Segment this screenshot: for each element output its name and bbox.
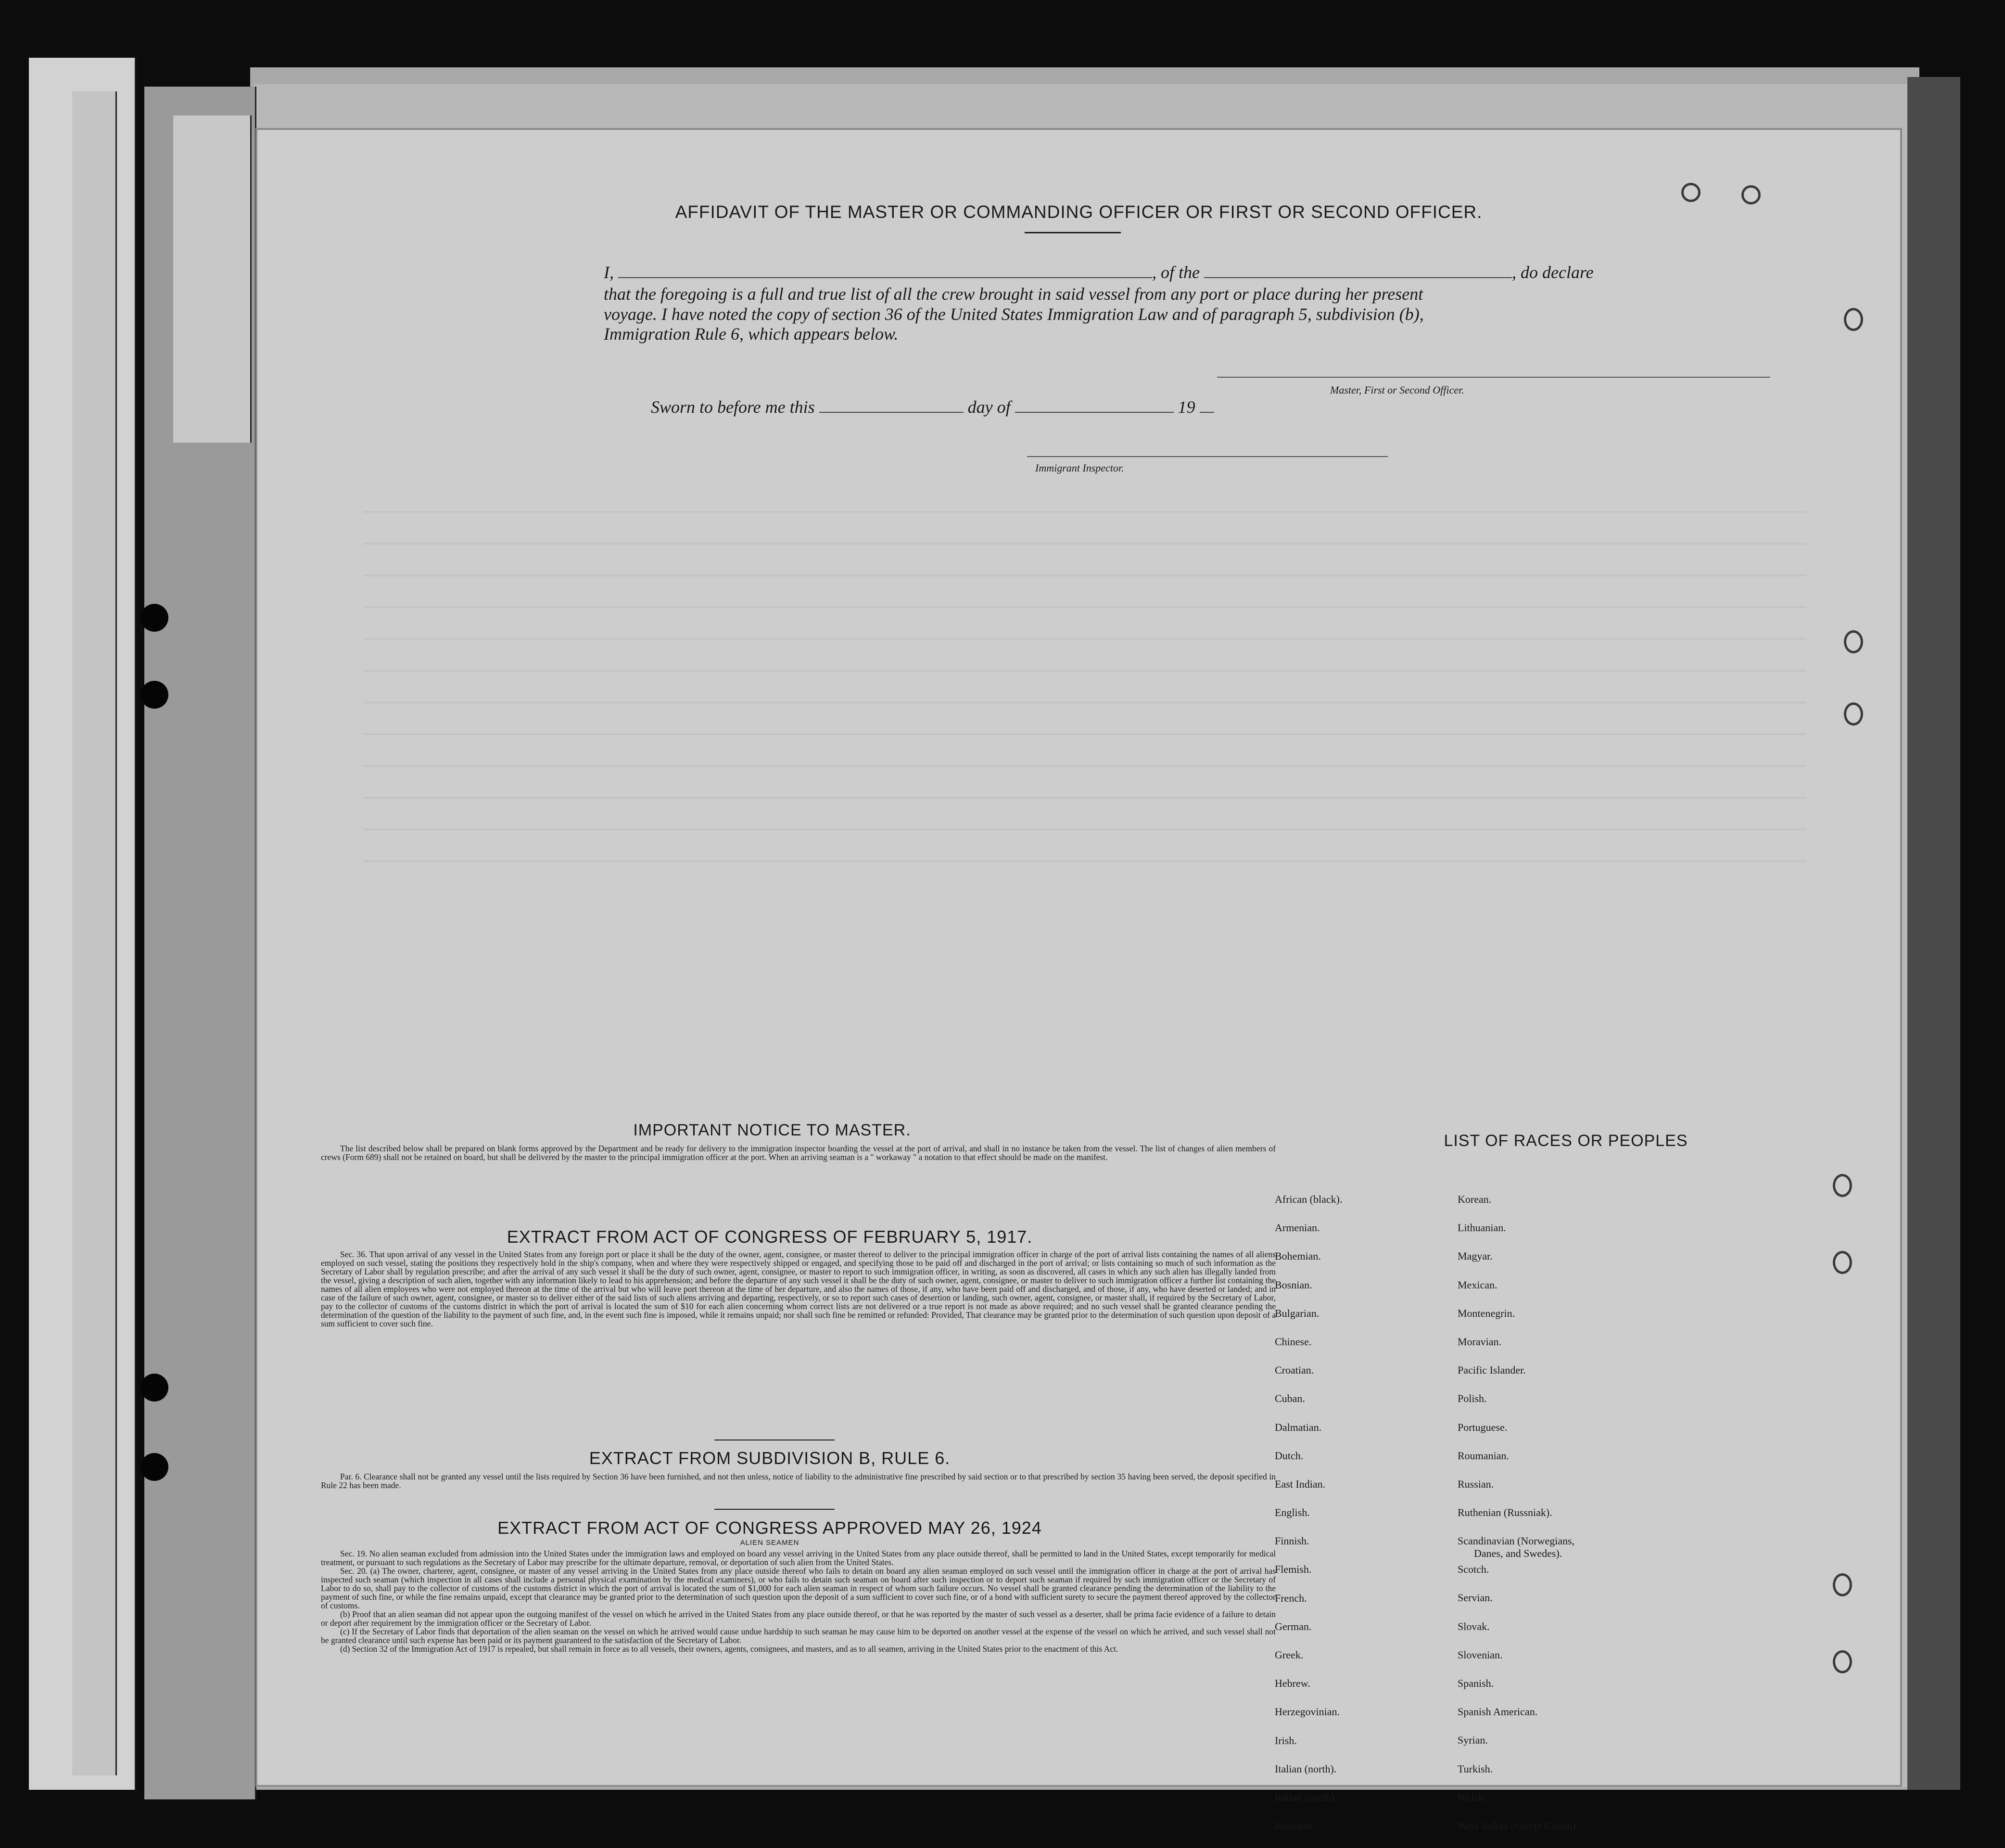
race-item: Croatian.	[1275, 1364, 1314, 1376]
rule-6-text	[321, 1472, 1276, 1490]
sworn-year-label: 19	[1178, 397, 1195, 417]
act-1917-text	[321, 1250, 1276, 1328]
ring-hole	[1741, 185, 1761, 204]
sworn-day-of-label: day of	[967, 397, 1011, 417]
race-item: Korean.	[1458, 1193, 1492, 1205]
race-item: Scotch.	[1458, 1563, 1489, 1576]
race-item: Roumanian.	[1458, 1449, 1509, 1462]
ring-hole	[1844, 308, 1863, 331]
race-item: Finnish.	[1275, 1535, 1309, 1547]
punch-hole	[140, 1453, 168, 1481]
ring-hole	[1833, 1251, 1852, 1274]
race-item: French.	[1275, 1592, 1307, 1604]
race-item: Bohemian.	[1275, 1250, 1321, 1262]
inspector-signature-line[interactable]	[1027, 456, 1388, 457]
sworn-day-blank[interactable]	[819, 412, 964, 413]
punch-hole	[140, 681, 168, 709]
race-item: Syrian.	[1458, 1734, 1488, 1746]
affidavit-title: AFFIDAVIT OF THE MASTER OR COMMANDING OFFICER OR FIRST OR SECOND OFFICER.	[675, 202, 1483, 222]
race-item: Italian (north).	[1275, 1762, 1337, 1775]
act-1924-paragraph: Sec. 19. No alien seaman excluded from admission into the United States under the immigration laws and employed on board any vessel arriving in the United States from any place outside thereof, shall be permitted to land in the United States, except temporarily for medical treatment, or pursuant to such regulations as the Secretary of Labor may prescribe for the ultimate departure, removal, or deportation of such alien from the United States.	[321, 1549, 1276, 1567]
race-item: Hebrew.	[1275, 1677, 1310, 1690]
race-item: Polish.	[1458, 1392, 1487, 1405]
inspector-caption: Immigrant Inspector.	[1035, 462, 1124, 474]
race-item: Chinese.	[1275, 1335, 1312, 1348]
notice-paragraph: The list described below shall be prepared on blank forms approved by the Department and be ready for delivery to the immigration inspector boarding the vessel at the port of arrival, and shall in no instance be taken from the vessel. The list of changes of alien members of crews (Form 689) shall not be retained on board, but shall be delivered by the master to the principal immigration officer at the port. When an arriving seaman is a " workaway " a notation to that effect should be made on the manifest.	[321, 1144, 1276, 1162]
title-rule	[1025, 232, 1121, 233]
manifest-sheet	[257, 130, 1900, 1832]
race-item: Russian.	[1458, 1478, 1494, 1490]
act-1924-subtitle: ALIEN SEAMEN	[740, 1539, 799, 1547]
sworn-before-label: Sworn to before me this	[651, 397, 815, 417]
sworn-year-blank[interactable]	[1200, 412, 1214, 413]
sworn-month-blank[interactable]	[1015, 412, 1174, 413]
statement-line-2: voyage. I have noted the copy of section 36 of the United States Immigration Law and of paragraph 5, subdivision (b),	[604, 305, 1424, 324]
race-item: English.	[1275, 1506, 1310, 1519]
race-item: Mexican.	[1458, 1278, 1497, 1291]
race-item: Spanish American.	[1458, 1706, 1538, 1718]
race-item: East Indian.	[1275, 1478, 1326, 1490]
race-item: Slovenian.	[1458, 1648, 1503, 1661]
act-1924-paragraph: (d) Section 32 of the Immigration Act of 1917 is repealed, but shall remain in force as to all vessels, their owners, agents, consignees, and masters, and as to all seamen, arriving in the United States prior to the enactment of this Act.	[340, 1644, 1118, 1654]
races-right-column	[1458, 1193, 1578, 1848]
race-item: Bulgarian.	[1275, 1307, 1320, 1319]
act-1924-paragraph: Sec. 20. (a) The owner, charterer, agent, consignee, or master of any vessel arriving in the United States from any place outside thereof who fails to detain on board any alien seaman employed on such vessel until the immigration officer in charge at the port of arrival has inspected such seaman (which inspection in all cases shall include a personal physical examination by the medical examiners), or who fails to detain such seaman on board after such inspection or to deport such seaman if required by such immigration officer or the Secretary of Labor to do so, shall pay to the collector of customs of the customs district in which the port of arrival is located the sum of $1,000 for each alien seaman in respect of whom such failure occurs. No vessel shall be granted clearance pending the determination of the liability to the payment of such fine, or while the fine remains unpaid, except that clearance may be granted prior to the determination of such question upon the deposit of a sum sufficient to cover such fine, or of a bond with sufficient surety to secure the payment thereof approved by the collector of customs.	[321, 1566, 1276, 1610]
ring-hole	[1833, 1573, 1852, 1596]
declaration-i-label: I,	[604, 263, 614, 282]
race-item: Ruthenian (Russniak).	[1458, 1506, 1552, 1519]
master-caption: Master, First or Second Officer.	[1330, 384, 1464, 396]
act-1917-title: EXTRACT FROM ACT OF CONGRESS OF FEBRUARY 5, 1917.	[507, 1227, 1033, 1247]
statement-line-1: that the foregoing is a full and true list of all the crew brought in said vessel from any port or place during her present	[604, 284, 1423, 304]
act-1924-title: EXTRACT FROM ACT OF CONGRESS APPROVED MAY 26, 1924	[497, 1518, 1042, 1538]
race-item: Bosnian.	[1275, 1278, 1312, 1291]
sworn-line	[651, 397, 1214, 417]
race-item: Armenian.	[1275, 1222, 1320, 1234]
race-item: Flemish.	[1275, 1563, 1312, 1576]
race-item: Dalmatian.	[1275, 1421, 1322, 1433]
race-item: Cuban.	[1275, 1392, 1305, 1405]
race-item: Herzegovinian.	[1275, 1706, 1340, 1718]
race-item: African (black).	[1275, 1193, 1343, 1205]
rule-6-paragraph: Par. 6. Clearance shall not be granted any vessel until the lists required by Section 36 have been furnished, and not then unless, notice of liability to the administrative fine prescribed by said section or to that prescribed by section 35 having been served, the deposit specified in Rule 22 has been made.	[321, 1472, 1276, 1490]
race-item: Danes, and Swedes).	[1474, 1547, 1562, 1560]
declaration-line	[604, 262, 1768, 282]
of-the-label: , of the	[1152, 263, 1200, 282]
left-card-stub-2	[72, 91, 117, 1775]
ring-hole	[1844, 702, 1863, 726]
ring-hole	[1833, 1174, 1852, 1197]
race-item: Turkish.	[1458, 1762, 1493, 1775]
ring-hole	[1844, 630, 1863, 653]
race-item: Dutch.	[1275, 1449, 1304, 1462]
statement-line-3: Immigration Rule 6, which appears below.	[604, 324, 899, 344]
race-item: Scandinavian (Norwegians,	[1458, 1535, 1575, 1547]
punch-hole	[140, 604, 168, 632]
race-item: Pacific Islander.	[1458, 1364, 1526, 1376]
manifest-bleed-through	[363, 481, 1806, 866]
act-1924-text	[321, 1549, 1276, 1653]
do-declare-label: , do declare	[1511, 263, 1594, 282]
notice-text	[321, 1144, 1276, 1161]
race-item: Welsh.	[1458, 1791, 1486, 1803]
notice-title: IMPORTANT NOTICE TO MASTER.	[633, 1121, 911, 1139]
act-1924-paragraph: (c) If the Secretary of Labor finds that deportation of the alien seaman on the vessel on which he arrived would cause undue hardship to such seaman he may cause him to be deported on another vessel at the expense of the vessel on which he arrived, and such vessel shall not be granted clearance until such expense has been paid or its payment guaranteed to the satisfaction of the Secretary of Labor.	[321, 1627, 1276, 1645]
race-item: Irish.	[1275, 1734, 1297, 1746]
ring-hole	[1833, 1650, 1852, 1673]
race-item: Lithuanian.	[1458, 1222, 1506, 1234]
race-item: Magyar.	[1458, 1250, 1493, 1262]
vessel-name-blank[interactable]	[1204, 277, 1512, 278]
act-1917-paragraph: Sec. 36. That upon arrival of any vessel in the United States from any foreign port or place it shall be the duty of the owner, agent, consignee, or master thereof to deliver to the principal immigration officer in charge of the port of arrival lists containing the names of all aliens employed on such vessel, stating the positions they respectively hold in the ship's company, when and where they were respectively shipped or engaged, and specifying those to be paid off and discharged in the port of arrival; or lists containing so much of such information as the Secretary of Labor shall by regulation prescribe; and after the arrival of any such vessel it shall be the duty of such owner, agent, consignee, or master to report to such immigration officer, in writing, as soon as discovered, all cases in which any such alien has illegally landed from the vessel, giving a description of such alien, together with any information likely to lead to his apprehension; and before the departure of any such vessel it shall be the duty of such owner, agent, consignee, or master to deliver to such immigration officer a further list containing the names of all alien employees who were not employed thereon at the time of the arrival but who will leave port thereon at the time of her departure, and also the names of those, if any, who have been paid off and discharged, and of those, if any, who have deserted or landed; and in case of the failure of such owner, agent, consignee, or master so to deliver either of the said lists of such aliens arriving and departing, respectively, or so to report such cases of desertion or landing, such owner, agent, consignee, or master shall, if required by the Secretary of Labor, pay to the collector of customs of the customs district in which the port of arrival is located the sum of $10 for each alien concerning whom correct lists are not delivered or a true report is not made as above required; and no such vessel shall be granted clearance pending the determination of the question of the liability to the payment of such fine, and, in the event such fine is imposed, while it remains unpaid; nor shall such fine be remitted or refunded: Provided, That clearance may be granted prior to the determination of such question upon deposit of a sum sufficient to cover such fine.	[321, 1249, 1276, 1328]
race-item: German.	[1275, 1620, 1312, 1632]
rule-6-title: EXTRACT FROM SUBDIVISION B, RULE 6.	[589, 1448, 951, 1468]
race-item: Servian.	[1458, 1592, 1493, 1604]
master-name-blank[interactable]	[618, 277, 1152, 278]
race-item: West Indian (except Cuban).	[1458, 1819, 1579, 1832]
race-item: Spanish.	[1458, 1677, 1494, 1689]
race-item: Italian (south).	[1275, 1791, 1337, 1803]
race-item: Montenegrin.	[1458, 1307, 1515, 1319]
punch-hole	[140, 1374, 168, 1402]
race-item: Greek.	[1275, 1649, 1304, 1661]
races-title: LIST OF RACES OR PEOPLES	[1444, 1132, 1688, 1150]
race-item: Portuguese.	[1458, 1421, 1508, 1433]
race-item: Moravian.	[1458, 1335, 1502, 1348]
race-item: Slovak.	[1458, 1620, 1490, 1632]
act-1924-paragraph: (b) Proof that an alien seaman did not appear upon the outgoing manifest of the vessel on which he arrived in the United States from any place outside thereof, or that he was reported by the master of such vessel as a deserter, shall be prima facie evidence of a failure to detain or deport after requirement by the immigration officer or the Secretary of Labor.	[321, 1609, 1276, 1628]
section-divider	[714, 1509, 835, 1510]
race-item: Japanese.	[1275, 1820, 1315, 1832]
left-card-stub-4	[173, 115, 252, 443]
master-signature-line[interactable]	[1217, 377, 1770, 378]
ring-hole	[1681, 183, 1700, 202]
races-left-column	[1275, 1193, 1342, 1848]
right-dark-edge	[1907, 77, 1960, 1790]
